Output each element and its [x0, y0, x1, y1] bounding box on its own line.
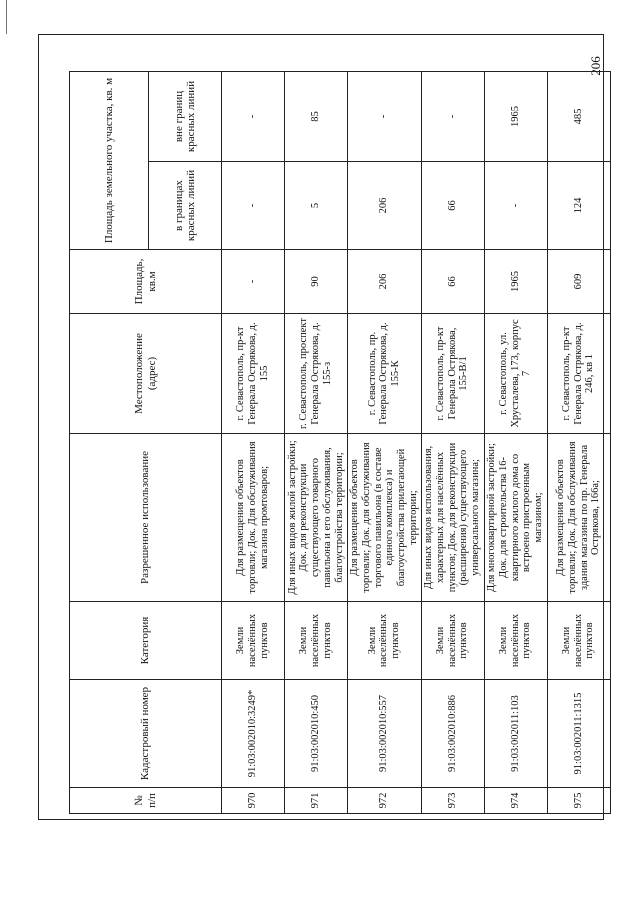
cell-num: 975: [547, 788, 610, 814]
land-plot-register-table: [69, 71, 611, 814]
cell-category: Земли населённых пунктов: [484, 602, 547, 680]
cell-within: -: [222, 162, 285, 250]
table-row: [484, 71, 547, 813]
table-row: [348, 71, 422, 813]
cell-num: 970: [222, 788, 285, 814]
cell-cadastral: 91:03:002010:886: [421, 680, 484, 788]
cell-category: Земли населённых пунктов: [547, 602, 610, 680]
cell-outside: -: [421, 71, 484, 161]
cell-permitted-use: Для размещения объектов торговли; Док. для обслуживания торгового павильона (в составе единого комплекса) и благоустройства прилегающей территории;: [348, 434, 422, 602]
cell-outside: 85: [285, 71, 348, 161]
cell-permitted-use: Для размещения объектов торговли; Док. Для обслуживания здания магазина по пр. Генерала Острякова, 166а;: [547, 434, 610, 602]
cell-num: 972: [348, 788, 422, 814]
cell-permitted-use: Для иных видов использования, характерных для населённых пунктов; Док. для реконструкции (расширения) существующего универсального магазина;: [421, 434, 484, 602]
header-area: Площадь, кв.м: [70, 250, 222, 314]
cell-area: -: [222, 250, 285, 314]
header-cadastral: Кадастровый номер: [70, 680, 222, 788]
table-row: [421, 71, 484, 813]
cell-num: 973: [421, 788, 484, 814]
cell-address: г. Севастополь, пр-кт Генерала Острякова, д. 246, кв 1: [547, 314, 610, 434]
cell-num: 974: [484, 788, 547, 814]
cell-num: 971: [285, 788, 348, 814]
cell-address: г. Севастополь, проспект Генерала Острякова, д. 155-з: [285, 314, 348, 434]
cell-within: 124: [547, 162, 610, 250]
cell-permitted-use: Для иных видов жилой застройки; Док. для реконструкции существующего товарного павильона и его обслуживания, благоустройства территории;: [285, 434, 348, 602]
cell-within: 206: [348, 162, 422, 250]
header-num: № п/п: [70, 788, 222, 814]
cell-category: Земли населённых пунктов: [285, 602, 348, 680]
cell-permitted-use: Для многоквартирной застройки; Док. для строительства 16-квартирного жилого дома со встроено пристроенным магазином;: [484, 434, 547, 602]
header-category: Категория: [70, 602, 222, 680]
header-permitted-use: Разрешенное использование: [70, 434, 222, 602]
cell-outside: 1965: [484, 71, 547, 161]
cell-permitted-use: Для размещения объектов торговли; Док. Для обслуживания магазина промтоваров;: [222, 434, 285, 602]
table-header-row: [70, 71, 149, 813]
rotated-table-content: [69, 72, 602, 814]
cell-area: 1965: [484, 250, 547, 314]
cell-address: г. Севастополь, пр. Генерала Острякова, д. 155-К: [348, 314, 422, 434]
page-number: 206: [588, 56, 603, 76]
cell-cadastral: 91:03:002010:3249*: [222, 680, 285, 788]
cell-cadastral: 91:03:002010:557: [348, 680, 422, 788]
cell-category: Земли населённых пунктов: [421, 602, 484, 680]
cell-address: г. Севастополь, ул. Хрусталева, 173, корпус 7: [484, 314, 547, 434]
cell-category: Земли населённых пунктов: [348, 602, 422, 680]
table-row: [285, 71, 348, 813]
cell-area: 206: [348, 250, 422, 314]
header-land-area: Площадь земельного участка, кв. м: [70, 71, 149, 249]
rotated-table-frame: [69, 72, 602, 814]
table-row: [547, 71, 610, 813]
cell-cadastral: 91:03:002011:1315: [547, 680, 610, 788]
cell-area: 66: [421, 250, 484, 314]
cell-area: 90: [285, 250, 348, 314]
header-within-red-lines: в границах красных линий: [149, 162, 222, 250]
cell-outside: -: [348, 71, 422, 161]
cell-within: -: [484, 162, 547, 250]
cell-cadastral: 91:03:002010:450: [285, 680, 348, 788]
cell-outside: 485: [547, 71, 610, 161]
cell-cadastral: 91:03:002011:103: [484, 680, 547, 788]
cell-address: г. Севастополь, пр-кт Генерала Острякова, 155-В/1: [421, 314, 484, 434]
cell-within: 66: [421, 162, 484, 250]
cell-address: г. Севастополь, пр-кт Генерала Острякова, д. 155: [222, 314, 285, 434]
header-outside-red-lines: вне границ красных линий: [149, 71, 222, 161]
header-location: Местоположение (адрес): [70, 314, 222, 434]
cell-category: Земли населённых пунктов: [222, 602, 285, 680]
cell-outside: -: [222, 71, 285, 161]
margin-tick: [6, 0, 7, 34]
table-row: [222, 71, 285, 813]
cell-area: 609: [547, 250, 610, 314]
cell-within: 5: [285, 162, 348, 250]
